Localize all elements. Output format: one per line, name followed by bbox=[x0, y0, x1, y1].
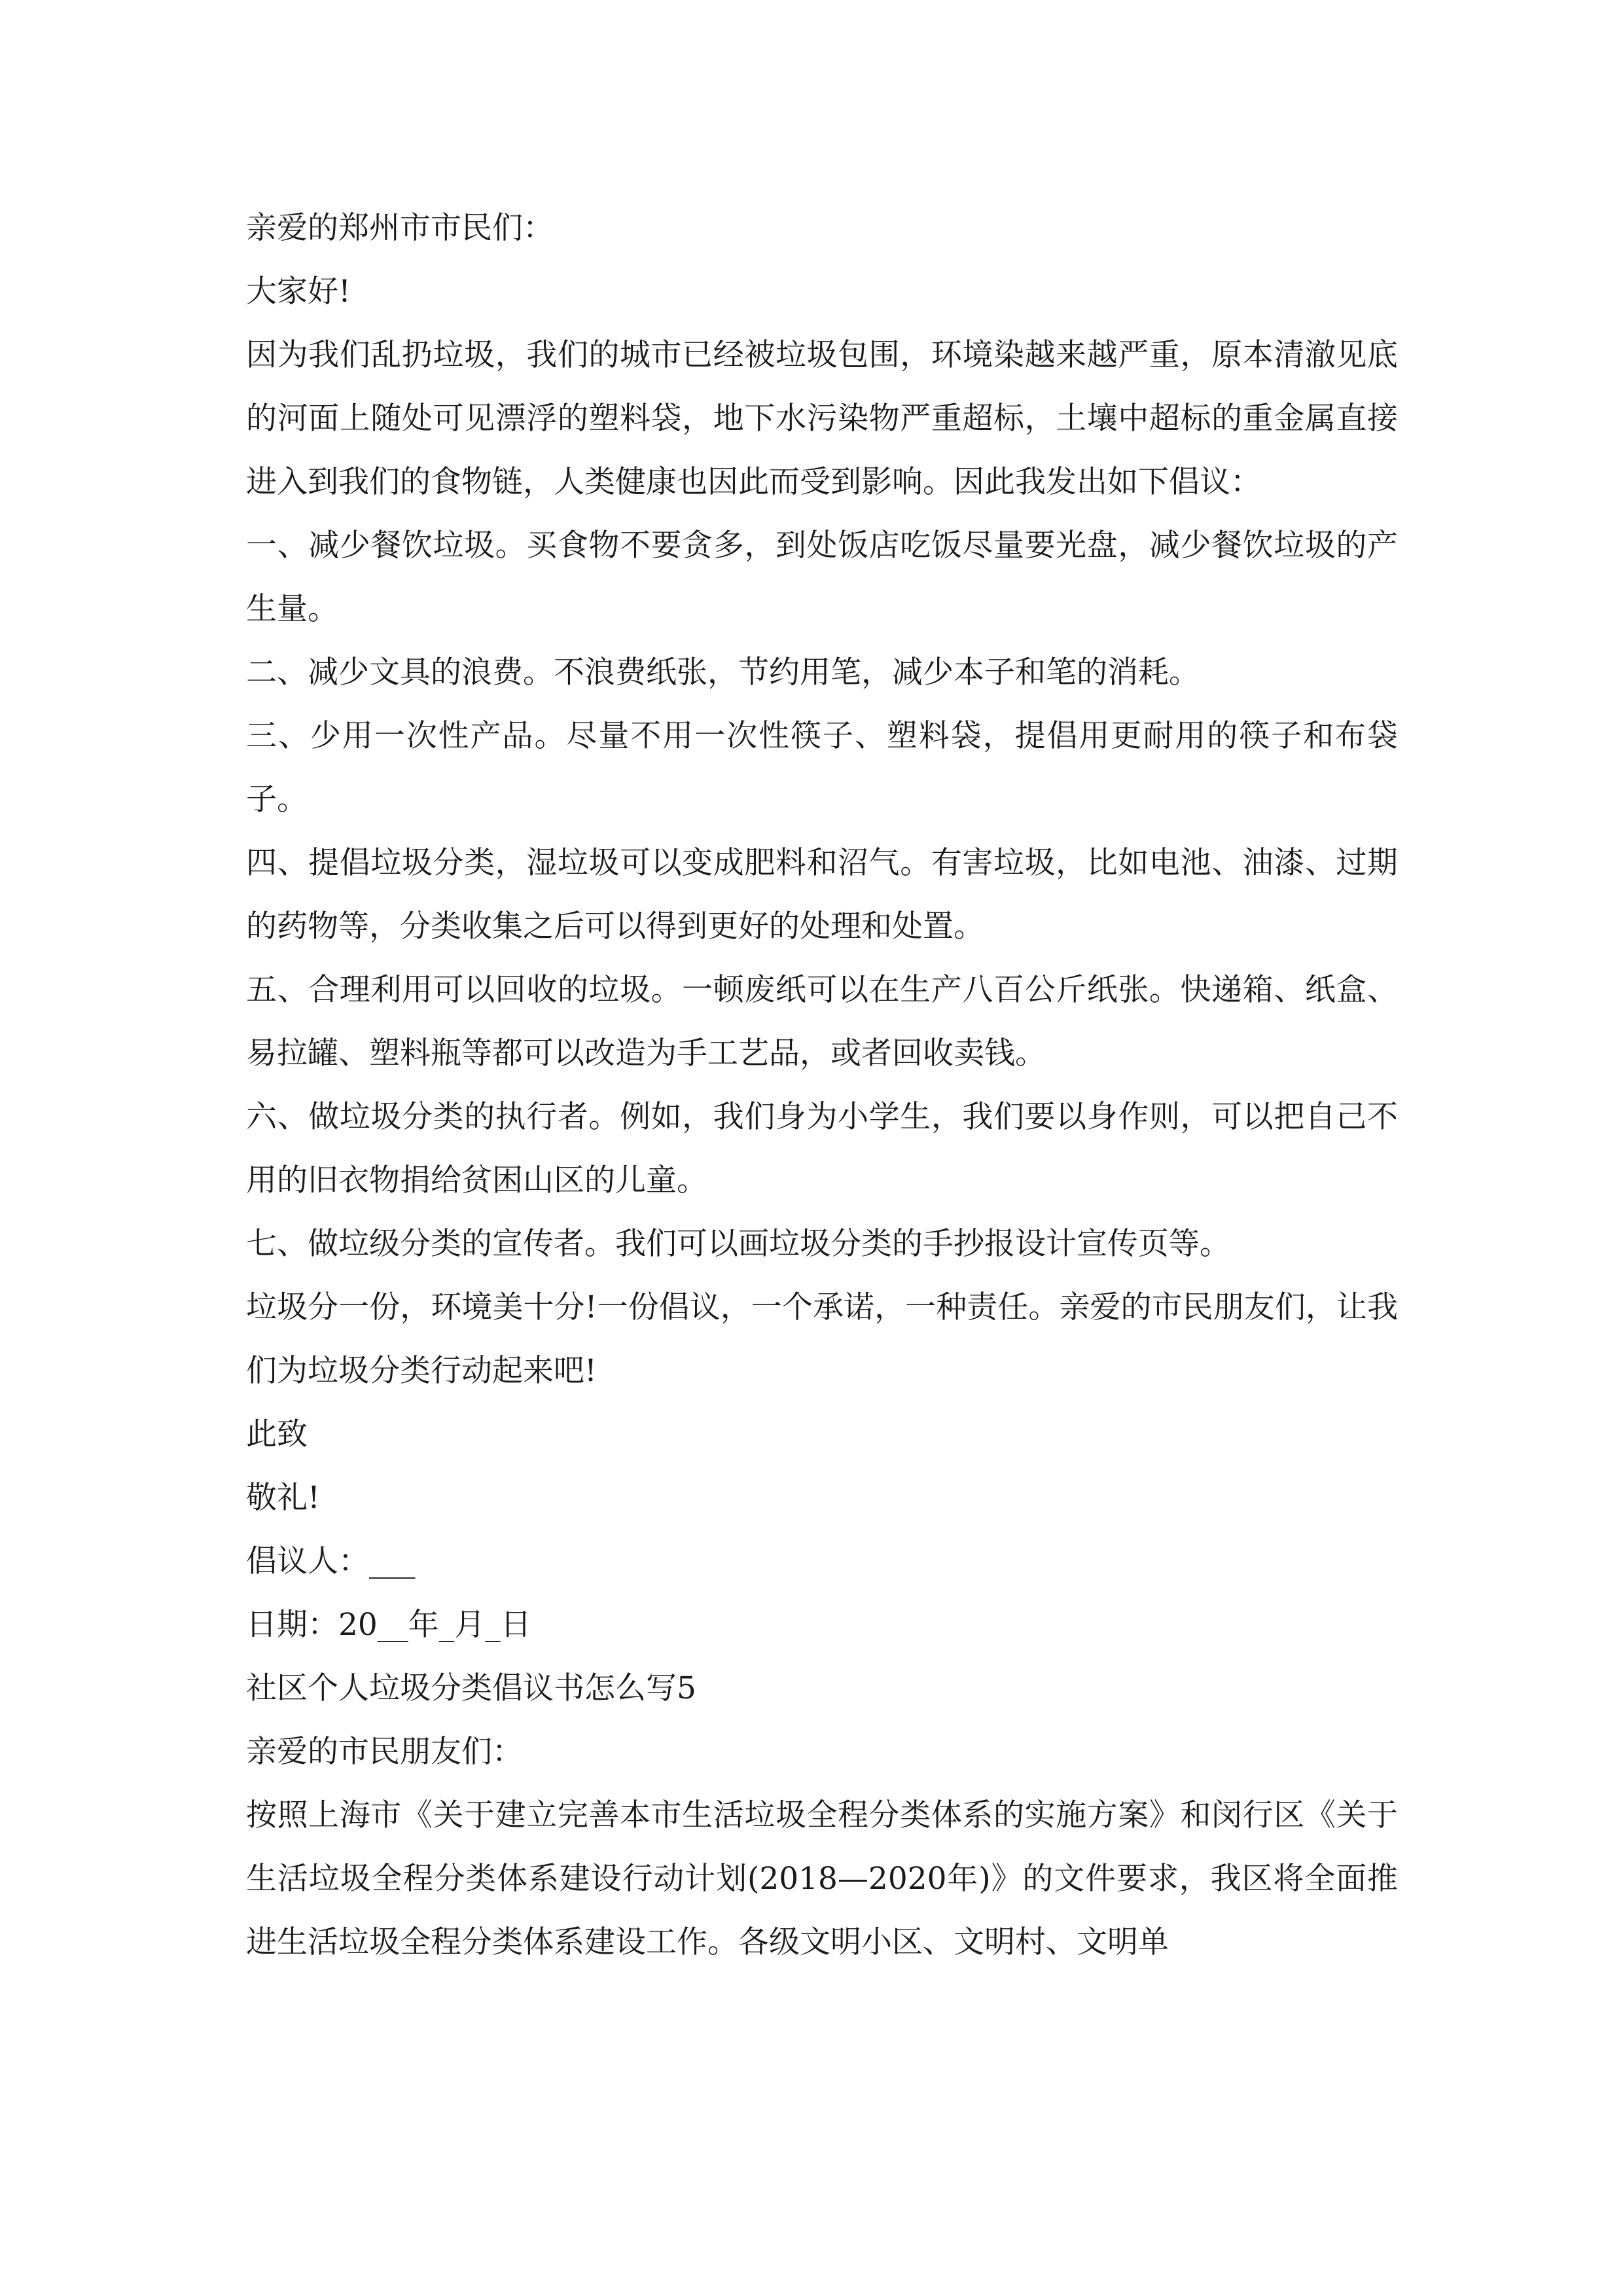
section-title: 社区个人垃圾分类倡议书怎么写5 bbox=[246, 1670, 696, 1706]
body-paragraph-2: 按照上海市《关于建立完善本市生活垃圾全程分类体系的实施方案》和闵行区《关于生活垃圾全程分类体系建设行动计划(2018—2020年)》的文件要求，我区将全面推进生活垃圾全程分类体系建设工作。各级文明小区、文明村、文明单 bbox=[246, 1797, 1398, 1960]
proposal-item-4: 四、提倡垃圾分类，湿垃圾可以变成肥料和沼气。有害垃圾，比如电池、油漆、过期的药物等，分类收集之后可以得到更好的处理和处置。 bbox=[246, 845, 1398, 944]
proposal-item-6: 六、做垃圾分类的执行者。例如，我们身为小学生，我们要以身作则，可以把自己不用的旧衣物捐给贫困山区的儿童。 bbox=[246, 1099, 1398, 1198]
closing-jingli: 敬礼! bbox=[246, 1480, 320, 1516]
document-body bbox=[246, 196, 1398, 1974]
proposal-item-3: 三、少用一次性产品。尽量不用一次性筷子、塑料袋，提倡用更耐用的筷子和布袋子。 bbox=[246, 718, 1398, 817]
closing-cizhi: 此致 bbox=[246, 1416, 308, 1452]
proposal-item-7: 七、做垃级分类的宣传者。我们可以画垃圾分类的手抄报设计宣传页等。 bbox=[246, 1226, 1230, 1262]
salutation: 亲爱的郑州市市民们： bbox=[246, 210, 554, 246]
date-line: 日期：20__年_月_日 bbox=[246, 1607, 531, 1643]
salutation-2: 亲爱的市民朋友们： bbox=[246, 1734, 523, 1770]
greeting: 大家好! bbox=[246, 274, 351, 310]
intro-paragraph: 因为我们乱扔垃圾，我们的城市已经被垃圾包围，环境染越来越严重，原本清澈见底的河面上随处可见漂浮的塑料袋，地下水污染物严重超标，土壤中超标的重金属直接进入到我们的食物链，人类健康也因此而受到影响。因此我发出如下倡议： bbox=[246, 337, 1398, 500]
closing-call: 垃圾分一份，环境美十分!一份倡议，一个承诺，一种责任。亲爱的市民朋友们，让我们为垃圾分类行动起来吧! bbox=[246, 1289, 1398, 1389]
signatory-line: 倡议人：___ bbox=[246, 1543, 416, 1579]
proposal-item-1: 一、减少餐饮垃圾。买食物不要贪多，到处饭店吃饭尽量要光盘，减少餐饮垃圾的产生量。 bbox=[246, 528, 1398, 627]
proposal-item-2: 二、减少文具的浪费。不浪费纸张，节约用笔，减少本子和笔的消耗。 bbox=[246, 655, 1200, 691]
proposal-item-5: 五、合理利用可以回收的垃圾。一顿废纸可以在生产八百公斤纸张。快递箱、纸盒、易拉罐、塑料瓶等都可以改造为手工艺品，或者回收卖钱。 bbox=[246, 972, 1398, 1071]
